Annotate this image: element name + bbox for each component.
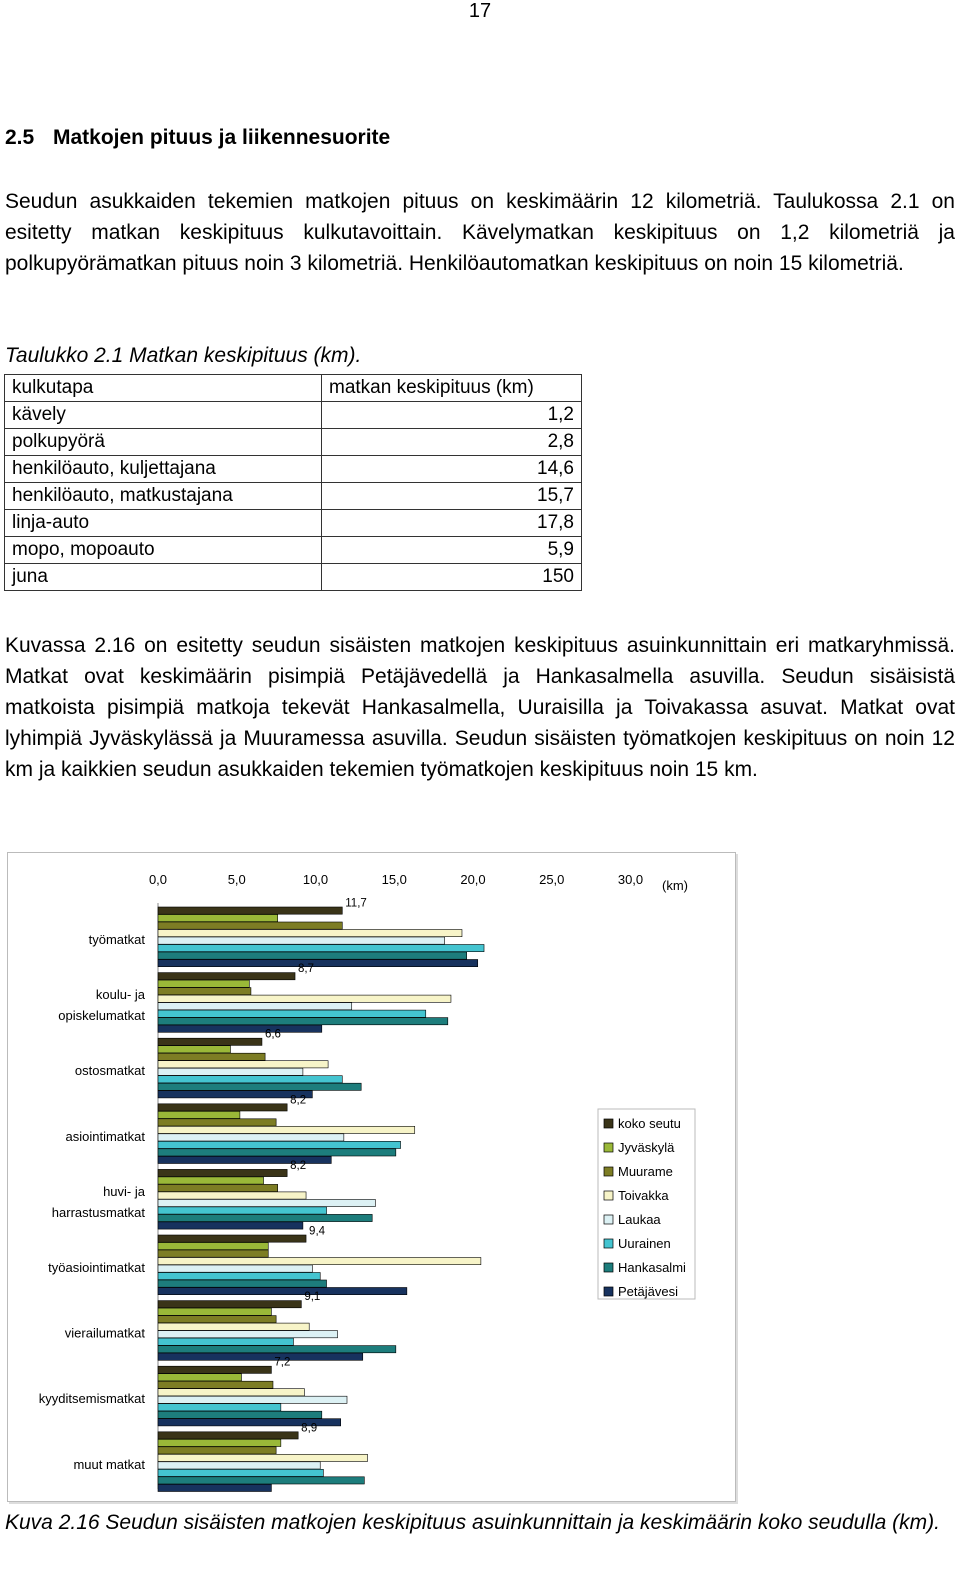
bar-1 — [158, 1111, 240, 1118]
table-row — [5, 537, 582, 564]
bar-2 — [158, 1250, 268, 1257]
bar-3 — [158, 995, 451, 1002]
x-tick-label: 0,0 — [148, 872, 168, 887]
bar-2 — [158, 988, 251, 995]
bar-4 — [158, 1003, 352, 1010]
legend-swatch — [604, 1287, 613, 1296]
bar-6 — [158, 1149, 396, 1156]
category-label: asiointimatkat — [65, 1128, 145, 1144]
legend-label: Uurainen — [618, 1236, 671, 1251]
x-tick-label: 10,0 — [302, 872, 329, 887]
table-cell-mode: henkilöauto, matkustajana — [5, 483, 322, 510]
bar-2 — [158, 1119, 276, 1126]
table-cell-length: 150 — [322, 564, 582, 591]
bar-3 — [158, 1323, 309, 1330]
table-caption: Taulukko 2.1 Matkan keskipituus (km). — [5, 344, 362, 367]
bar-0 — [158, 1038, 262, 1045]
data-label: 8,7 — [298, 963, 315, 976]
data-label: 9,1 — [304, 1291, 321, 1304]
bar-6 — [158, 1346, 396, 1353]
bar-5 — [158, 1273, 320, 1280]
bar-1 — [158, 1046, 230, 1053]
x-tick-label: 20,0 — [460, 872, 486, 887]
bar-7 — [158, 960, 478, 967]
bar-4 — [158, 937, 445, 944]
table-cell-mode: kävely — [5, 402, 322, 429]
category-label: työasiointimatkat — [48, 1260, 145, 1275]
bar-2 — [158, 1184, 278, 1191]
table-cell-mode: juna — [5, 564, 322, 591]
table-header-row — [5, 375, 582, 402]
bar-3 — [158, 1192, 306, 1199]
legend-swatch — [604, 1167, 613, 1176]
bar-1 — [158, 915, 278, 922]
bar-5 — [158, 1141, 401, 1148]
table-cell-length: 1,2 — [322, 402, 582, 429]
trip-length-chart — [8, 853, 735, 1501]
bar-4 — [158, 1199, 375, 1206]
table-cell-mode: linja-auto — [5, 510, 322, 537]
table-row — [5, 510, 582, 537]
data-label: 8,9 — [301, 1422, 318, 1435]
category-label: kyyditsemismatkat — [38, 1391, 145, 1407]
bar-7 — [158, 1353, 363, 1360]
bar-4 — [158, 1462, 320, 1469]
bar-0 — [158, 1432, 298, 1439]
bar-7 — [158, 1025, 322, 1032]
data-label: 6,6 — [264, 1028, 281, 1041]
legend-label: Toivakka — [618, 1188, 669, 1203]
bar-3 — [158, 930, 462, 937]
bar-2 — [158, 922, 342, 929]
legend-label: Jyväskylä — [618, 1140, 675, 1155]
table-cell-length: 5,9 — [322, 537, 582, 564]
x-tick-label: 25,0 — [539, 872, 565, 887]
table-row — [5, 456, 582, 483]
bar-4 — [158, 1331, 338, 1338]
bar-6 — [158, 1280, 327, 1287]
bar-2 — [158, 1053, 265, 1060]
bar-1 — [158, 980, 249, 987]
bar-4 — [158, 1068, 303, 1075]
table-cell-length: 17,8 — [322, 510, 582, 537]
figure-caption: Kuva 2.16 Seudun sisäisten matkojen keskipituus asuinkunnittain ja keskimäärin koko seudulla (km). — [5, 1511, 940, 1534]
bar-0 — [158, 1301, 301, 1308]
bar-4 — [158, 1134, 344, 1141]
bar-0 — [158, 1169, 287, 1176]
category-label: työmatkat — [88, 932, 145, 947]
table-row — [5, 564, 582, 591]
data-label: 9,4 — [309, 1225, 326, 1238]
table-cell-mode: polkupyörä — [5, 429, 322, 456]
table-cell-length: 14,6 — [322, 456, 582, 483]
data-label: 11,7 — [345, 897, 367, 910]
section-heading — [5, 126, 390, 150]
legend-label: Laukaa — [618, 1212, 661, 1227]
bar-2 — [158, 1316, 276, 1323]
trip-length-chart-frame — [7, 852, 736, 1502]
table-row — [5, 483, 582, 510]
category-label: muut matkat — [73, 1456, 145, 1472]
bar-6 — [158, 952, 467, 959]
bar-2 — [158, 1381, 273, 1388]
category-label: ostosmatkat — [74, 1063, 145, 1079]
bar-0 — [158, 1104, 287, 1111]
bar-5 — [158, 1010, 426, 1017]
bar-4 — [158, 1396, 347, 1403]
legend-swatch — [604, 1263, 613, 1272]
bar-0 — [158, 1366, 271, 1373]
legend-swatch — [604, 1215, 613, 1224]
bar-1 — [158, 1439, 281, 1446]
category-label: opiskelumatkat — [58, 1008, 145, 1024]
bar-6 — [158, 1411, 322, 1418]
bar-1 — [158, 1308, 271, 1315]
bar-5 — [158, 1338, 293, 1345]
bar-0 — [158, 973, 295, 980]
x-tick-label: 15,0 — [381, 872, 407, 887]
bar-3 — [158, 1061, 328, 1068]
table-row — [5, 429, 582, 456]
bar-6 — [158, 1083, 361, 1090]
bar-3 — [158, 1389, 304, 1396]
legend-swatch — [604, 1191, 613, 1200]
bar-3 — [158, 1454, 367, 1461]
section-number: 2.5 — [5, 126, 35, 149]
legend-label: Petäjävesi — [618, 1284, 678, 1299]
data-label: 8,2 — [290, 1094, 307, 1107]
bar-5 — [158, 945, 484, 952]
legend-label: Muurame — [618, 1164, 673, 1179]
bar-7 — [158, 1288, 407, 1295]
category-label: vierailumatkat — [64, 1325, 145, 1341]
table-cell-length: 15,7 — [322, 483, 582, 510]
x-tick-label: 30,0 — [617, 872, 644, 887]
table-row — [5, 402, 582, 429]
table-header-length: matkan keskipituus (km) — [322, 375, 582, 402]
table-cell-mode: henkilöauto, kuljettajana — [5, 456, 322, 483]
bar-7 — [158, 1484, 271, 1491]
bar-7 — [158, 1222, 303, 1229]
bar-3 — [158, 1258, 481, 1265]
bar-1 — [158, 1177, 264, 1184]
data-label: 8,2 — [290, 1159, 307, 1172]
bar-2 — [158, 1447, 276, 1454]
bar-0 — [158, 907, 342, 914]
trip-length-table — [4, 374, 582, 591]
bar-1 — [158, 1374, 241, 1381]
bar-5 — [158, 1469, 323, 1476]
legend-swatch — [604, 1119, 613, 1128]
chart-intro-paragraph: Kuvassa 2.16 on esitetty seudun sisäisten matkojen keskipituus asuinkunnittain eri matkaryhmissä. Matkat ovat keskimäärin pisimpiä Petäjävedellä ja Hankasalmella asuvilla. Seudun sisäisistä matkoista pisimpiä matkoja tekevät Hankasalmella, Uuraisilla ja Toivakassa asuvat. Matkat ovat lyhimpiä Jyväskylässä ja Muuramessa asuvilla. Seudun sisäisten työmatkojen keskipituus on noin 12 km ja kaikkien seudun asukkaiden tekemien työmatkojen keskipituus noin 15 km. — [5, 634, 955, 781]
category-label: harrastusmatkat — [51, 1204, 145, 1220]
legend-swatch — [604, 1239, 613, 1248]
legend-label: koko seutu — [618, 1116, 681, 1131]
legend-swatch — [604, 1143, 613, 1152]
table-header-mode: kulkutapa — [5, 375, 322, 402]
intro-paragraph: Seudun asukkaiden tekemien matkojen pituus on keskimäärin 12 kilometriä. Taulukossa 2.1 on esitetty matkan keskipituus kulkutavoittain. Kävelymatkan keskipituus on 1,2 kilometriä ja polkupyörämatkan pituus noin 3 kilometriä. Henkilöautomatkan keskipituus on noin 15 kilometriä. — [5, 190, 955, 275]
legend-label: Hankasalmi — [618, 1260, 686, 1275]
bar-5 — [158, 1076, 342, 1083]
bar-4 — [158, 1265, 312, 1272]
table-cell-mode: mopo, mopoauto — [5, 537, 322, 564]
table-cell-length: 2,8 — [322, 429, 582, 456]
section-title: Matkojen pituus ja liikennesuorite — [53, 126, 391, 149]
bar-5 — [158, 1404, 281, 1411]
page-number: 17 — [468, 0, 492, 22]
x-axis-unit-label: (km) — [662, 878, 688, 893]
bar-3 — [158, 1126, 415, 1133]
bar-5 — [158, 1207, 327, 1214]
bar-0 — [158, 1235, 306, 1242]
x-tick-label: 5,0 — [227, 872, 246, 887]
data-label: 7,2 — [274, 1356, 291, 1369]
category-label: koulu- ja — [95, 987, 145, 1003]
bar-6 — [158, 1214, 372, 1221]
bar-6 — [158, 1018, 448, 1025]
bar-6 — [158, 1477, 364, 1484]
bar-1 — [158, 1243, 268, 1250]
category-label: huvi- ja — [103, 1183, 145, 1199]
